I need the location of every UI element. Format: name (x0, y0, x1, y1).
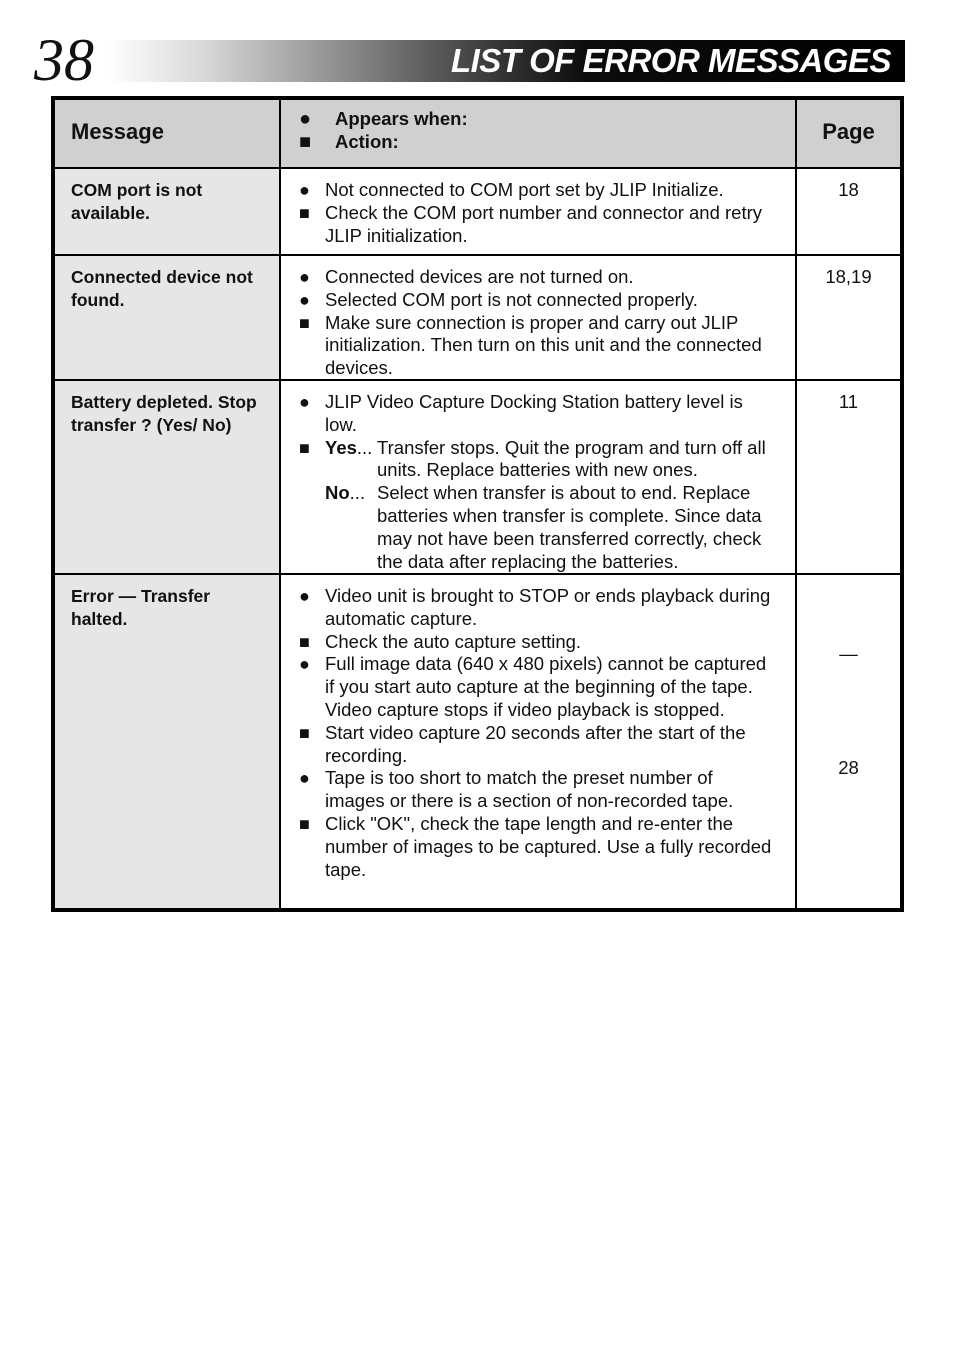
action-cell (281, 169, 797, 254)
list-item (299, 202, 775, 248)
page-number: 38 (34, 27, 94, 93)
list-item (299, 266, 775, 289)
error-message: Error — Transfer halted. (71, 586, 211, 629)
action-text: Click "OK", check the tape length and re-enter the number of images to be captured. Use a fully recorded tape. (325, 812, 772, 880)
action-text: Make sure connection is proper and carry out JLIP initialization. Then turn on this unit and the connected devices. (325, 311, 762, 379)
bullet-icon: ● (299, 654, 310, 675)
page-cell (797, 381, 900, 573)
square-icon: ■ (299, 437, 310, 458)
bullet-icon: ● (299, 180, 310, 200)
condition-text: Full image data (640 x 480 pixels) cannot be captured if you start auto capture at the beginning of the tape. Video capture stops if video playback is stopped. (325, 653, 767, 720)
action-text: Start video capture 20 seconds after the start of the recording. (325, 721, 746, 766)
table-row (55, 169, 900, 256)
table-row (55, 256, 900, 381)
condition-text: Video unit is brought to STOP or ends playback during automatic capture. (325, 585, 771, 629)
condition-text: Tape is too short to match the preset number of images or there is a section of non-recorded tape. (325, 767, 734, 812)
list-item (299, 585, 775, 631)
page-cell (797, 169, 900, 254)
list-item (299, 312, 775, 380)
header-action-cell (281, 100, 797, 167)
page-title: LIST OF ERROR MESSAGES (450, 42, 891, 79)
error-messages-table (51, 96, 904, 912)
list-item (299, 179, 775, 202)
yes-label: Yes... (325, 436, 373, 458)
condition-text: JLIP Video Capture Docking Station battery level is low. (325, 391, 743, 435)
action-text: Check the auto capture setting. (325, 630, 582, 652)
condition-text: Connected devices are not turned on. (325, 266, 634, 287)
list-item (299, 767, 775, 813)
header-appears-when (299, 108, 775, 131)
header-page-label: Page (822, 119, 875, 144)
error-message: Battery depleted. Stop transfer ? (Yes/ No) (71, 392, 257, 435)
message-cell (55, 381, 281, 573)
no-label: No... (325, 482, 366, 504)
square-icon: ■ (299, 631, 310, 652)
list-item (299, 722, 775, 768)
square-icon: ■ (299, 722, 310, 743)
condition-text: Not connected to COM port set by JLIP Initialize. (325, 179, 724, 200)
header-page-cell (797, 100, 900, 167)
action-cell (281, 575, 797, 908)
page-reference: — (839, 643, 858, 664)
message-cell (55, 575, 281, 908)
condition-text: Selected COM port is not connected properly. (325, 288, 698, 310)
square-icon: ■ (299, 202, 310, 223)
bullet-icon: ● (299, 768, 310, 789)
header-appears-label: Appears when: (335, 108, 468, 129)
no-option (299, 482, 775, 573)
message-cell (55, 169, 281, 254)
bullet-icon: ● (299, 586, 310, 606)
bullet-icon: ● (299, 289, 310, 310)
bullet-icon: ● (299, 392, 310, 412)
action-text: Check the COM port number and connector and retry JLIP initialization. (325, 201, 763, 246)
header-message-cell (55, 100, 281, 167)
page-cell (797, 256, 900, 379)
table-header-row (55, 100, 900, 169)
list-item (299, 813, 775, 881)
action-cell (281, 381, 797, 573)
action-cell (281, 256, 797, 379)
error-message: COM port is not available. (71, 180, 203, 223)
page-cell (797, 575, 900, 908)
bullet-icon: ● (299, 267, 310, 287)
square-icon: ■ (299, 130, 312, 153)
yes-option (299, 437, 775, 483)
page-reference: 18,19 (825, 266, 872, 287)
list-item (299, 653, 775, 721)
square-icon: ■ (299, 813, 310, 834)
table-row (55, 381, 900, 575)
bullet-icon: ● (299, 108, 312, 130)
error-message: Connected device not found. (71, 267, 253, 310)
title-banner (108, 40, 905, 82)
square-icon: ■ (299, 312, 310, 333)
header-action (299, 131, 775, 154)
table-row (55, 575, 900, 908)
no-text: Select when transfer is about to end. Replace batteries when transfer is complete. Since data may not have been transferred correctly, check the data after replacing the batteries. (377, 482, 762, 572)
list-item (299, 391, 775, 437)
message-cell (55, 256, 281, 379)
page-reference: 18 (838, 179, 859, 200)
page-reference: 28 (838, 757, 859, 778)
header-action-label: Action: (335, 130, 399, 152)
header-message-label: Message (71, 119, 164, 144)
list-item (299, 289, 775, 312)
page-reference: 11 (838, 391, 859, 412)
yes-text: Transfer stops. Quit the program and turn off all units. Replace batteries with new ones. (377, 436, 766, 481)
list-item (299, 631, 775, 654)
